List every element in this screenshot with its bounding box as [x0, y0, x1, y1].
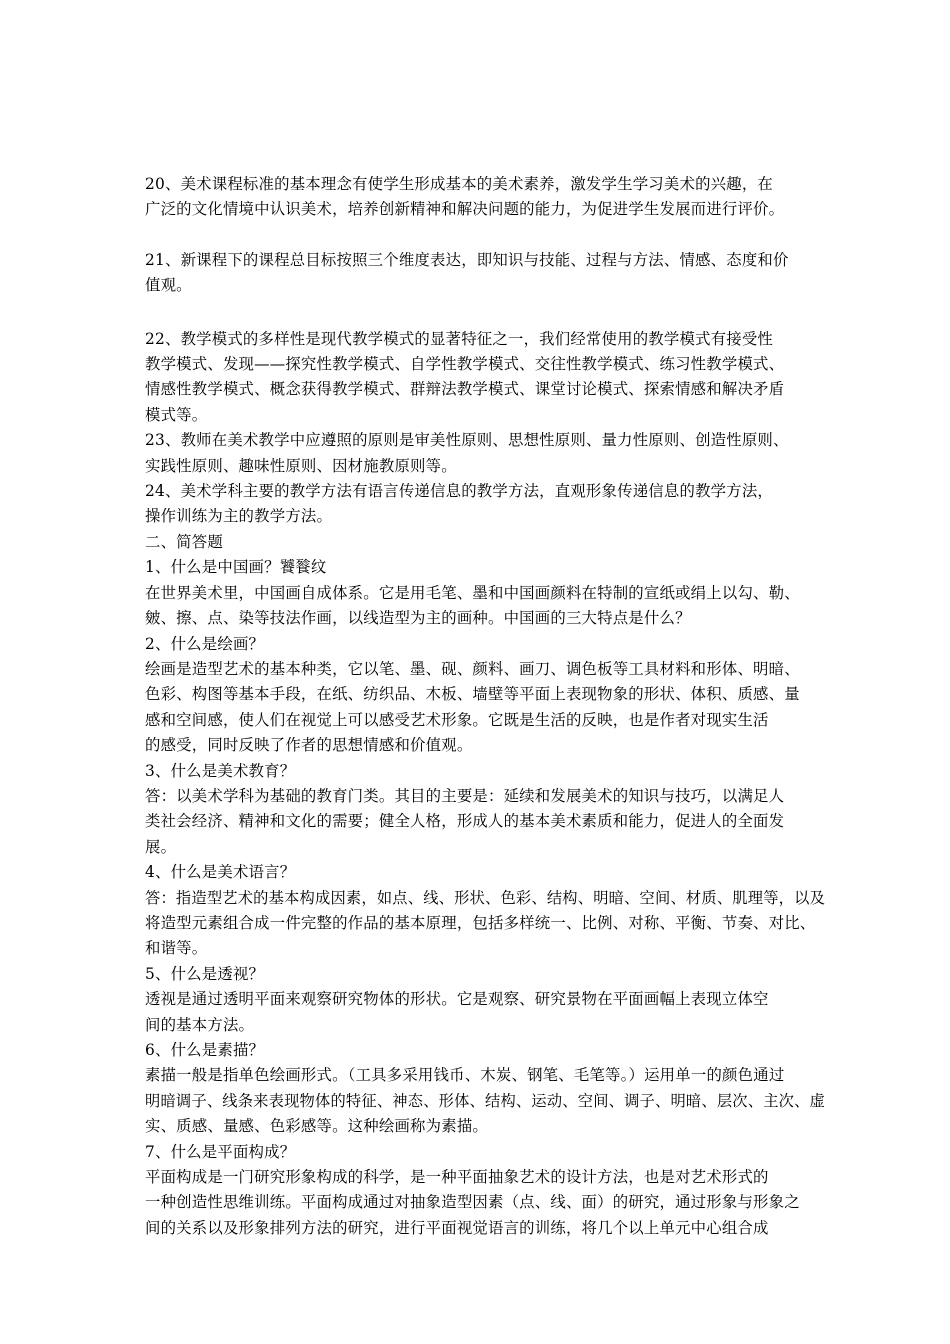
text-line: 在世界美术里，中国画自成体系。它是用毛笔、墨和中国画颜料在特制的宣纸或绢上以勾、勒、 — [145, 583, 800, 602]
question-heading: 2、什么是绘画？ — [145, 634, 265, 653]
question-heading: 6、什么是素描？ — [145, 1041, 265, 1059]
paragraph-gap — [145, 223, 825, 248]
text-line: 20、美术课程标准的基本理念有使学生形成基本的美术素养，激发学生学习美术的兴趣，在 — [145, 175, 774, 193]
text-line: 素描一般是指单色绘画形式。（工具多采用钱币、木炭、钢笔、毛笔等。）运用单一的颜色通过 — [145, 1066, 785, 1085]
text-line: 22、教学模式的多样性是现代教学模式的显著特征之一，我们经常使用的教学模式有接受性 — [145, 329, 774, 348]
text-line: 平面构成是一门研究形象构成的科学，是一种平面抽象艺术的设计方法，也是对艺术形式的 — [145, 1168, 769, 1187]
text-line: 和谐等。 — [145, 939, 208, 958]
text-line: 答：以美术学科为基础的教育门类。其目的主要是：延续和发展美术的知识与技巧，以满足人 — [145, 786, 785, 805]
question-heading: 7、什么是平面构成？ — [145, 1142, 296, 1161]
document-body — [145, 172, 825, 1241]
text-line: 实、质感、量感、色彩感等。这种绘画称为素描。 — [145, 1117, 488, 1136]
text-line: 皴、擦、点、染等技法作画，以线造型为主的画种。中国画的三大特点是什么？ — [145, 609, 691, 628]
text-line: 感和空间感，使人们在视觉上可以感受艺术形象。它既是生活的反映，也是作者对现实生活 — [145, 710, 769, 729]
text-line: 间的关系以及形象排列方法的研究，进行平面视觉语言的训练，将几个以上单元中心组合成 — [145, 1218, 769, 1237]
text-line: 将造型元素组合成一件完整的作品的基本原理，包括多样统一、比例、对称、平衡、节奏、对比、 — [145, 913, 816, 932]
text-line: 模式等。 — [145, 405, 208, 424]
text-line: 操作训练为主的教学方法。 — [145, 507, 333, 526]
text-line: 答：指造型艺术的基本构成因素，如点、线、形状、色彩、结构、明暗、空间、材质、肌理等，以及 — [145, 888, 826, 907]
text-line: 23、教师在美术教学中应遵照的原则是审美性原则、思想性原则、量力性原则、创造性原则、 — [145, 431, 789, 450]
question-heading: 4、什么是美术语言？ — [145, 863, 296, 882]
text-line: 24、美术学科主要的教学方法有语言传递信息的教学方法，直观形象传递信息的教学方法， — [145, 482, 774, 501]
text-line: 间的基本方法。 — [145, 1015, 255, 1034]
text-line: 明暗调子、线条来表现物体的特征、神态、形体、结构、运动、空间、调子、明暗、层次、主次、虚 — [145, 1091, 826, 1110]
text-line: 情感性教学模式、概念获得教学模式、群辩法教学模式、课堂讨论模式、探索情感和解决矛盾 — [145, 380, 785, 399]
question-heading: 5、什么是透视？ — [145, 964, 265, 983]
question-heading: 1、什么是中国画？饕餮纹 — [145, 558, 327, 577]
section-heading: 二、简答题 — [145, 532, 223, 551]
text-line: 色彩、构图等基本手段，在纸、纺织品、木板、墙壁等平面上表现物象的形状、体积、质感、量 — [145, 685, 800, 704]
text-line: 的感受，同时反映了作者的思想情感和价值观。 — [145, 736, 473, 755]
paragraph-gap — [145, 299, 825, 327]
text-line: 21、新课程下的课程总目标按照三个维度表达，即知识与技能、过程与方法、情感、态度和价 — [145, 250, 789, 269]
text-line: 展。 — [145, 837, 177, 856]
text-line: 教学模式、发现——探究性教学模式、自学性教学模式、交往性教学模式、练习性教学模式、 — [145, 355, 785, 374]
text-line: 透视是通过透明平面来观察研究物体的形状。它是观察、研究景物在平面画幅上表现立体空 — [145, 990, 769, 1009]
text-line: 广泛的文化情境中认识美术，培养创新精神和解决问题的能力，为促进学生发展而进行评价。 — [145, 200, 785, 219]
question-heading: 3、什么是美术教育？ — [145, 761, 296, 780]
text-line: 类社会经济、精神和文化的需要；健全人格，形成人的基本美术素质和能力，促进人的全面发 — [145, 812, 785, 831]
text-line: 绘画是造型艺术的基本种类，它以笔、墨、砚、颜料、画刀、调色板等工具材料和形体、明暗、 — [145, 659, 800, 678]
text-line: 实践性原则、趣味性原则、因材施教原则等。 — [145, 456, 457, 475]
text-line: 一种创造性思维训练。平面构成通过对抽象造型因素（点、线、面）的研究，通过形象与形象之 — [145, 1193, 800, 1212]
text-line: 值观。 — [145, 276, 192, 295]
